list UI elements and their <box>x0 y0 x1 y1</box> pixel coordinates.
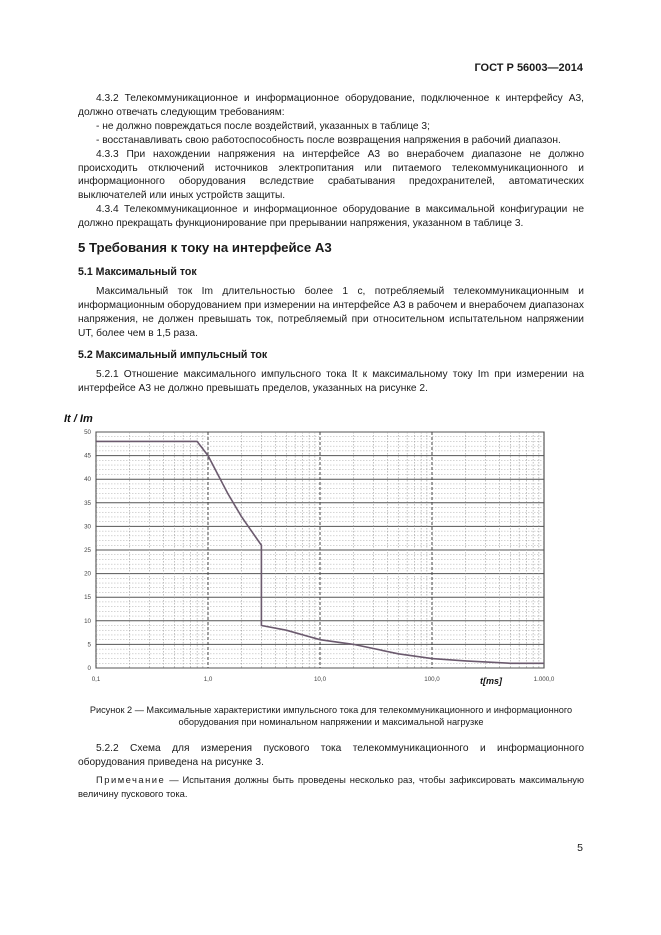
section-5-1-heading: 5.1 Максимальный ток <box>78 266 197 278</box>
figure-2-chart <box>60 402 600 692</box>
section-5-2-heading: 5.2 Максимальный импульсный ток <box>78 349 268 361</box>
y-tick-label: 35 <box>84 499 91 507</box>
paragraph-4-3-4: 4.3.4 Телекоммуникационное и информационное оборудование в максимальной конфигурации не должно прекращать функционирование при прерывании напряжения, указанном в таблице 3. <box>78 204 584 230</box>
x-tick-label: 1,0 <box>203 676 213 683</box>
x-tick-label: 10,0 <box>313 676 327 683</box>
standard-designation: ГОСТ Р 56003—2014 <box>474 62 583 74</box>
paragraph-5-2-2-block <box>78 742 584 770</box>
list-item: - не должно повреждаться после воздействий, указанных в таблице 3; <box>96 120 430 132</box>
page-number: 5 <box>577 842 583 854</box>
y-tick-label: 45 <box>84 452 91 460</box>
x-tick-label: 1.000,0 <box>533 676 555 683</box>
section-5-heading: 5 Требования к току на интерфейсе А3 <box>78 240 332 255</box>
y-tick-label: 20 <box>84 570 91 578</box>
y-tick-label: 40 <box>84 476 91 484</box>
y-tick-label: 0 <box>87 665 91 672</box>
section-5-1-text <box>78 285 584 341</box>
paragraph-4-3-2: 4.3.2 Телекоммуникационное и информационное оборудование, подключенное к интерфейсу А3, должно отвечать следующим требованиям: <box>78 93 584 118</box>
note-text: — Испытания должны быть проведены несколько раз, чтобы зафиксировать максимальную величину пускового тока. <box>78 774 584 799</box>
chart-xlabel: t[ms] <box>480 676 502 686</box>
note-block <box>78 773 584 801</box>
x-tick-label: 0,1 <box>91 676 101 683</box>
x-tick-label: 100,0 <box>424 676 440 683</box>
y-tick-label: 50 <box>84 429 91 436</box>
chart-ylabel: It / Im <box>64 413 93 425</box>
note-label: Примечание <box>96 774 166 785</box>
paragraph-5-1: Максимальный ток Im длительностью более 1 с, потребляемый телекоммуникационным и информационным оборудованием при измерении на интерфейсе А3 в рабочем и внерабочем диапазонах напряжения, не должен превышать ток, потребляемый при относительном испытательном напряжении UT, более чем в 1,5 раза. <box>78 286 584 339</box>
y-tick-label: 15 <box>84 594 91 602</box>
paragraph-5-2-1: 5.2.1 Отношение максимального импульсного тока It к максимальному току Im при измерении на интерфейсе А3 не должно превышать пределов, указанных на рисунке 2. <box>78 369 584 394</box>
y-tick-label: 5 <box>87 641 91 649</box>
intro-paragraphs <box>78 92 584 231</box>
section-5-2-text <box>78 368 584 396</box>
y-tick-label: 25 <box>84 547 91 554</box>
figure-caption: Рисунок 2 — Максимальные характеристики импульсного тока для телекоммуникационного и информационного оборудования при номинальном напряжении и максимальной нагрузке <box>89 705 573 727</box>
paragraph-5-2-2: 5.2.2 Схема для измерения пускового тока телекоммуникационного и информационного оборудования приведена на рисунке 3. <box>78 743 584 768</box>
list-item: - восстанавливать свою работоспособность после возвращения напряжения в рабочий диапазон. <box>96 134 561 146</box>
paragraph-4-3-3: 4.3.3 При нахождении напряжения на интерфейсе А3 во внерабочем диапазоне не должно происходить отключений источников электропитания или питаемого телекоммуникационного и информационного оборудования вследствие срабатывания предохранителей, автоматических выключателей или иных устройств защиты. <box>78 148 584 202</box>
y-tick-label: 10 <box>84 617 91 625</box>
y-tick-label: 30 <box>84 523 91 531</box>
